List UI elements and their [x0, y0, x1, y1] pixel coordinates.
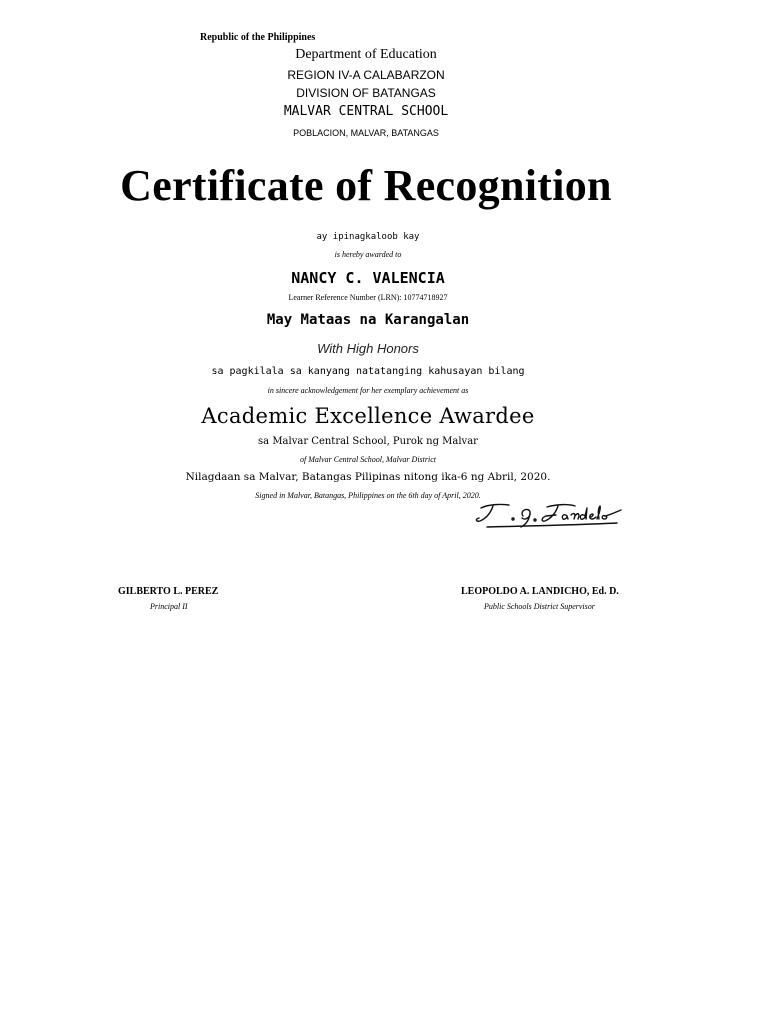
learner-reference-number: Learner Reference Number (LRN): 10774718927 — [288, 293, 448, 302]
handwritten-signature — [467, 494, 642, 536]
place-filipino: sa Malvar Central School, Purok ng Malvar — [258, 436, 478, 447]
certificate-title: Certificate of Recognition — [120, 161, 612, 210]
principal-name: GILBERTO L. PEREZ — [118, 586, 219, 597]
supervisor-name: LEOPOLDO A. LANDICHO, Ed. D. — [461, 586, 619, 597]
honor-filipino: May Mataas na Karangalan — [266, 312, 470, 328]
school-address: POBLACION, MALVAR, BATANGAS — [293, 128, 439, 138]
awarded-to-english: is hereby awarded to — [334, 250, 402, 259]
place-english: of Malvar Central School, Malvar District — [300, 455, 436, 464]
supervisor-title: Public Schools District Supervisor — [484, 602, 595, 611]
awarded-to-filipino: ay ipinagkaloob kay — [316, 232, 420, 242]
republic-line: Republic of the Philippines — [200, 32, 316, 43]
recognition-filipino: sa pagkilala sa kanyang natatanging kahusayan bilang — [211, 366, 525, 377]
signed-english: Signed in Malvar, Batangas, Philippines on the 6th day of April, 2020. — [255, 491, 481, 500]
signed-filipino: Nilagdaan sa Malvar, Batangas Pilipinas nitong ika-6 ng Abril, 2020. — [185, 471, 551, 483]
award-title: Academic Excellence Awardee — [201, 404, 535, 428]
department-name: Department of Education — [295, 47, 437, 62]
honor-english: With High Honors — [317, 341, 419, 356]
region-name: REGION IV-A CALABARZON — [287, 68, 445, 82]
awardee-name: NANCY C. VALENCIA — [291, 269, 445, 287]
recognition-english: in sincere acknowledgement for her exemplary achievement as — [267, 386, 469, 395]
school-name: MALVAR CENTRAL SCHOOL — [283, 104, 449, 119]
principal-title: Principal II — [150, 602, 188, 611]
division-name: DIVISION OF BATANGAS — [296, 86, 436, 100]
